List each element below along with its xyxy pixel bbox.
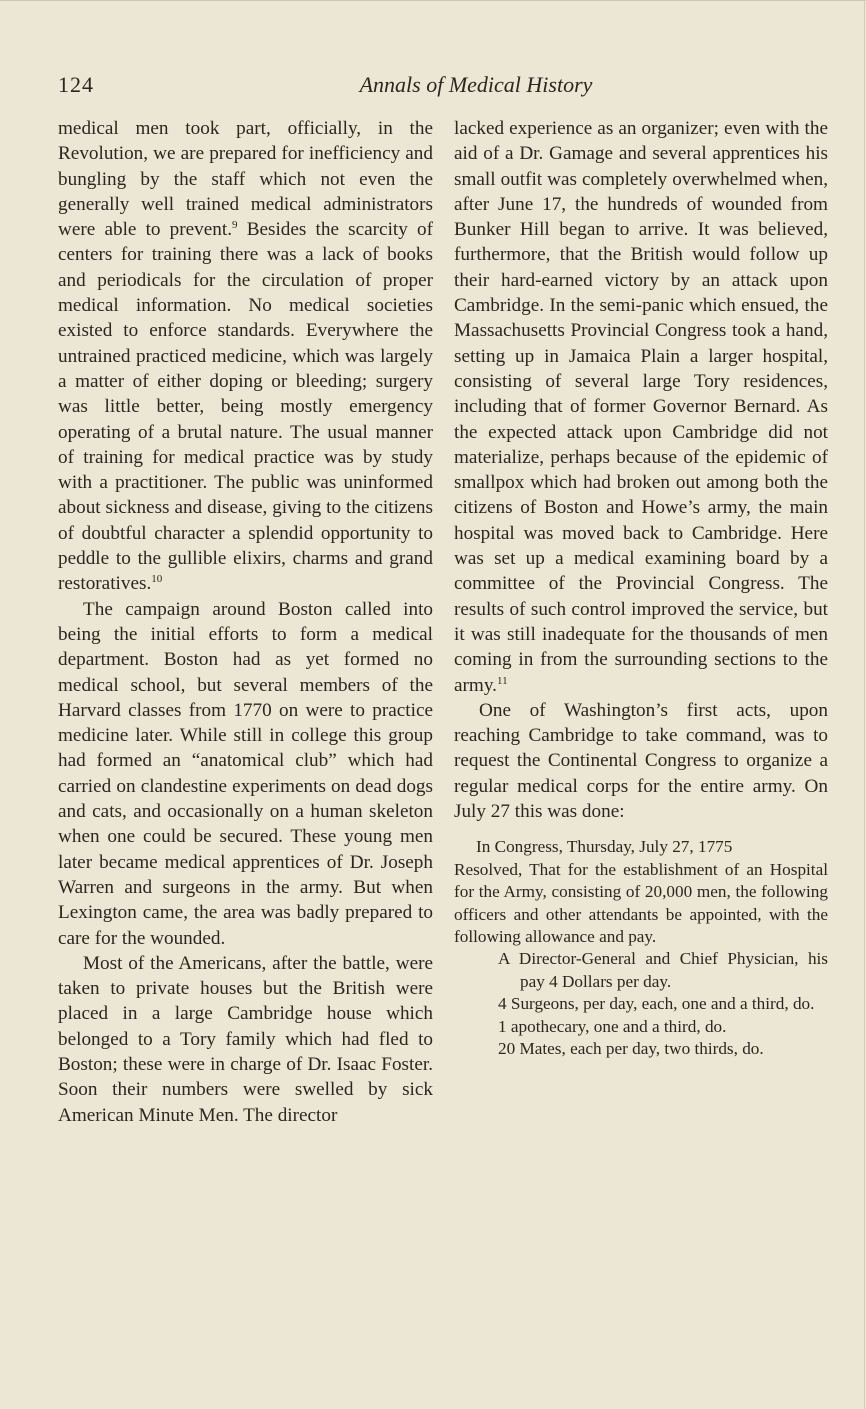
quote-list-item: A Director-General and Chief Physician, his pay 4 Dollars per day. xyxy=(498,949,828,991)
footnote-ref: 10 xyxy=(151,573,163,586)
paragraph: lacked experience as an organizer; even with the aid of a Dr. Gamage and several apprentices his small outfit was completely overwhelmed when, after June 17, the hundreds of wounded from Bunker Hill began to arrive. It was believed, furthermore, that the British would follow up their hard-earned victory by an attack upon Cambridge. In the semi-panic which ensued, the Massachusetts Provincial Congress took a hand, setting up in Jamaica Plain a larger hospital, consisting of several large Tory residences, including that of former Governor Bernard. As the expected attack upon Cambridge did not materialize, perhaps because of the epidemic of smallpox which had broken out among both the citizens of Boston and Howe’s army, the main hospital was moved back to Cambridge. Here was set up a medical examining board by a committee of the Provincial Congress. The results of such control improved the service, but it was still inadequate for the thousands of men coming in from the surrounding sections to the army.$^{11}$ xyxy=(454,118,828,696)
paragraph: medical men took part, officially, in the Revolution, we are prepared for inefficiency and bungling by the staff which not even the generally well trained medical administrators were able to prevent.$^9$ Besides the scarcity of centers for training there was a lack of books and periodicals for the circulation of proper medical information. No medical societies existed to enforce standards. Everywhere the untrained practiced medicine, which was largely a matter of either doping or bleeding; surgery was little better, being mostly emergency operating of a brutal nature. The usual manner of training for medical practice was by study with a practitioner. The public was uninformed about sickness and disease, giving to the citizens of doubtful character a splendid opportunity to peddle to the gullible elixirs, charms and grand restoratives.$^{10}$ xyxy=(58,118,433,595)
quote-list-item: 1 apothecary, one and a third, do. xyxy=(498,1016,727,1036)
block-quote xyxy=(454,836,828,1060)
right-column xyxy=(454,116,828,1060)
footnote-ref: 9 xyxy=(232,219,238,232)
footnote-ref: 11 xyxy=(496,674,508,687)
paragraph: Most of the Americans, after the battle, were taken to private houses but the British were placed in a large Cambridge house which belonged to a Tory family which had fled to Boston; these were in charge of Dr. Isaac Foster. Soon their numbers were swelled by sick American Minute Men. The director xyxy=(58,952,433,1126)
top-edge xyxy=(0,0,866,1)
right-edge xyxy=(864,0,865,1409)
paragraph: The campaign around Boston called into being the initial efforts to form a medical department. Boston had as yet formed no medical school, but several members of the Harvard classes from 1770 on were to practice medicine later. While still in college this group had formed an “anatomical club” which had carried on clandestine experiments on dead dogs and cats, and occasionally on a human skeleton when one could be secured. These young men later became medical apprentices of Dr. Joseph Warren and surgeons in the army. But when Lexington came, the area was badly prepared to care for the wounded. xyxy=(58,598,433,949)
left-column xyxy=(58,116,433,1128)
page-number: 124 xyxy=(58,72,94,97)
quote-list-item: 20 Mates, each per day, two thirds, do. xyxy=(498,1038,764,1058)
running-header xyxy=(58,72,834,102)
quote-list-item: 4 Surgeons, per day, each, one and a third, do. xyxy=(498,994,815,1014)
running-title: Annals of Medical History xyxy=(359,72,593,97)
quote-dateline: In Congress, Thursday, July 27, 1775 xyxy=(476,837,733,857)
quote-resolution: Resolved, That for the establishment of an Hospital for the Army, consisting of 20,000 men, the following officers and other attendants be appointed, with the following allowance and pay. xyxy=(454,859,828,946)
paragraph: One of Washington’s first acts, upon reaching Cambridge to take command, was to request the Continental Congress to organize a regular medical corps for the entire army. On July 27 this was done: xyxy=(454,699,828,823)
